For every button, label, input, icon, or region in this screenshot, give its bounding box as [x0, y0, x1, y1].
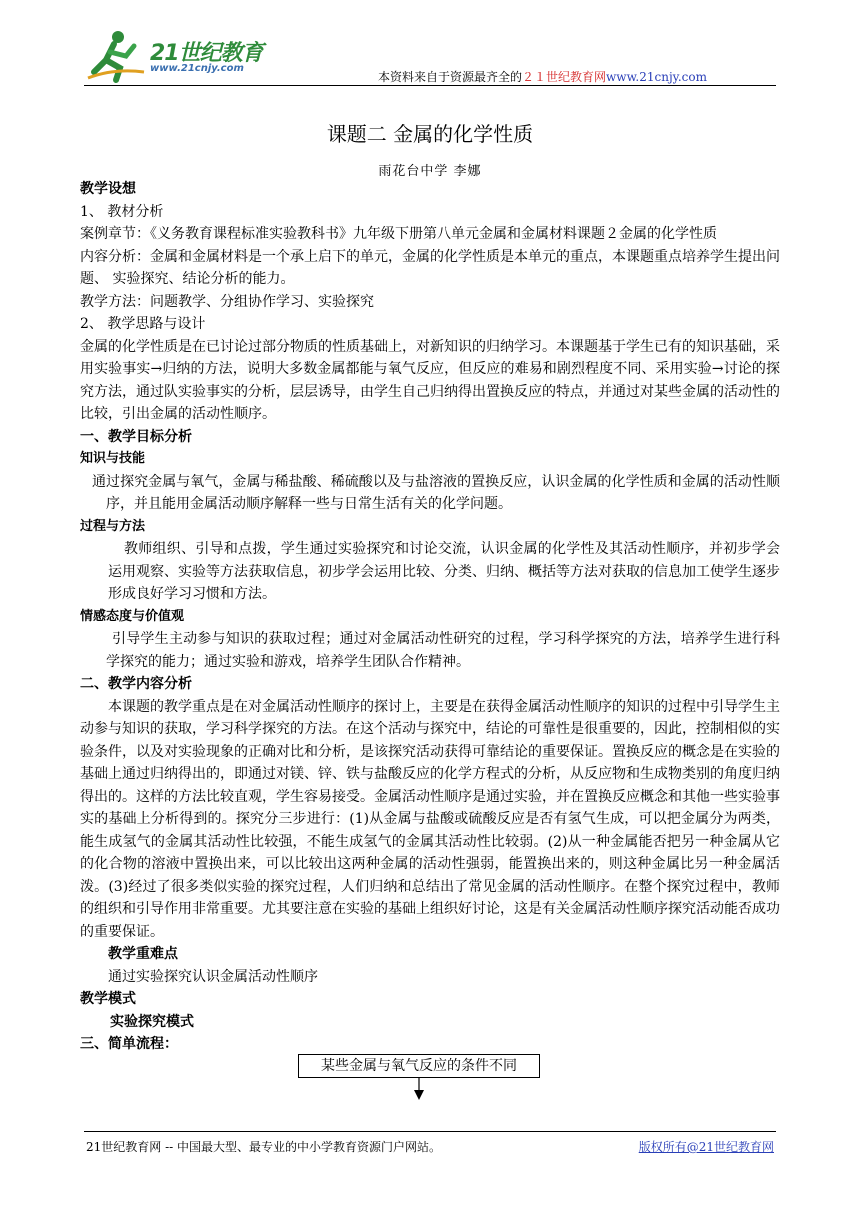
goals-process-text: 教师组织、引导和点拨，学生通过实验探究和讨论交流，认识金属的化学性及其活动性顺序，并初步学会运用观察、实验等方法获取信息，初步学会运用比较、分类、归纳、概括等方法对获取的信息加工使学生逐步形成良好学习习惯和方法。: [108, 541, 780, 602]
section-heading-goals: 一、教学目标分析: [80, 428, 192, 445]
header-note-brand[interactable]: ２１世纪教育网: [522, 70, 607, 84]
section-heading-flow: 三、简单流程：: [80, 1036, 178, 1052]
document-body: [80, 178, 780, 1056]
logo-text: 21世纪教育: [150, 41, 263, 66]
section-heading-design: 教学设想: [80, 181, 136, 197]
logo-url: www.21cnjy.com: [150, 63, 244, 74]
runner-logo-icon: [84, 28, 148, 84]
site-logo[interactable]: [84, 28, 284, 84]
key-points-heading: 教学重难点: [108, 946, 178, 962]
section-heading-mode: 教学模式: [80, 991, 136, 1007]
header-note: [378, 68, 707, 85]
header-divider: [84, 85, 776, 86]
goals-knowledge-text: 通过探究金属与氧气，金属与稀盐酸、稀硫酸以及与盐溶液的置换反应，认识金属的化学性质和金属的活动性顺序，并且能用金属活动顺序解释一些与日常生活有关的化学问题。: [92, 473, 780, 512]
flow-step-box: 某些金属与氧气反应的条件不同: [298, 1054, 540, 1078]
key-points-text: 通过实验探究认识金属活动性顺序: [108, 968, 318, 985]
page-title: 课题二 金属的化学性质: [326, 122, 534, 146]
design-item-1: 1、 教材分析: [80, 203, 164, 220]
design-idea: 金属的化学性质是在已讨论过部分物质的性质基础上，对新知识的归纳学习。本课题基于学生已有的知识基础，采用实验事实→归纳的方法，说明大多数金属都能与氧气反应，但反应的难易和剧烈程度不同、采用实验→讨论的探究方法，通过队实验事实的分析，层层诱导，由学生自己归纳得出置换反应的特点，并通过对某些金属的活动性的比较，引出金属的活动性顺序。: [80, 338, 780, 422]
mode-text: 实验探究模式: [110, 1013, 194, 1030]
footer-copyright-link[interactable]: 版权所有@21世纪教育网: [638, 1140, 774, 1154]
design-chapter: 案例章节：《义务教育课程标准实验教科书》九年级下册第八单元金属和金属材料课题２金属的化学性质: [80, 226, 717, 242]
design-method: 教学方法：问题教学、分组协作学习、实验探究: [80, 293, 374, 310]
header-note-url[interactable]: www.21cnjy.com: [606, 70, 707, 84]
author-line: 雨花台中学 李娜: [378, 164, 482, 179]
goals-process-heading: 过程与方法: [80, 518, 146, 534]
flow-arrow-down-icon: [412, 1078, 426, 1100]
section-heading-content: 二、教学内容分析: [80, 676, 192, 692]
design-content: 内容分析：金属和金属材料是一个承上启下的单元，金属的化学性质是本单元的重点，本课题重点培养学生提出问题、 实验探究、结论分析的能力。: [80, 248, 780, 287]
content-analysis-text: 本课题的教学重点是在对金属活动性顺序的探讨上，主要是在获得金属活动性顺序的知识的过程中引导学生主动参与知识的获取，学习科学探究的方法。在这个活动与探究中，结论的可靠性是很重要的，因此，控制相似的实验条件，以及对实验现象的正确对比和分析，是该探究活动获得可靠结论的重要保证。置换反应的概念是在实验的基础上通过归纳得出的，即通过对镁、锌、铁与盐酸反应的化学方程式的分析，从反应物和生成物类别的角度归纳得出的。这样的方法比较直观，学生容易接受。金属活动性顺序是通过实验，并在置换反应概念和其他一些实验事实的基础上分析得到的。探究分三步进行：(1)从金属与盐酸或硫酸反应是否有氢气生成，可以把金属分为两类，能生成氢气的金属其活动性比较强，不能生成氢气的金属其活动性比较弱。(2)从一种金属能否把另一种金属从它的化合物的溶液中置换出来，可以比较出这两种金属的活动性强弱，能置换出来的，则这种金属比另一种金属活泼。(3)经过了很多类似实验的探究过程，人们归纳和总结出了常见金属的活动性顺序。在整个探究过程中，教师的组织和引导作用非常重要。尤其要注意在实验的基础上组织好讨论，这是有关金属活动性顺序探究活动能否成功的重要保证。: [80, 698, 780, 940]
goals-emotion-text: 引导学生主动参与知识的获取过程；通过对金属活动性研究的过程，学习科学探究的方法，培养学生进行科学探究的能力；通过实验和游戏，培养学生团队合作精神。: [106, 631, 780, 670]
footer-divider: [84, 1131, 776, 1132]
goals-knowledge-heading: 知识与技能: [80, 451, 146, 466]
header-note-prefix: 本资料来自于资源最齐全的: [378, 70, 523, 84]
footer-text: 21世纪教育网 -- 中国最大型、最专业的中小学教育资源门户网站。: [86, 1140, 442, 1154]
goals-emotion-heading: 情感态度与价值观: [80, 608, 185, 624]
design-item-2: 2、 教学思路与设计: [80, 316, 206, 332]
